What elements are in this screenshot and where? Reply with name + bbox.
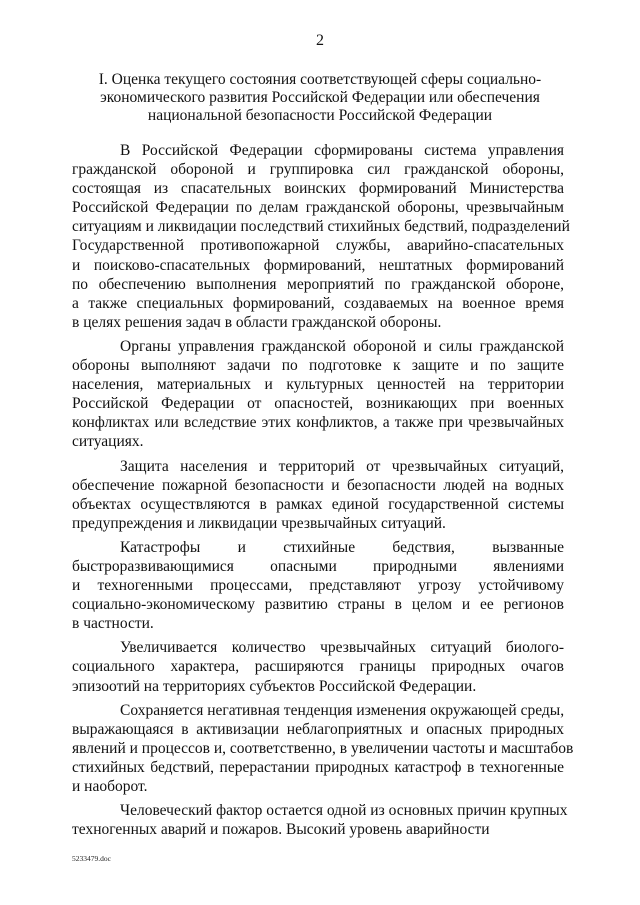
paragraph-line: Сохраняется негативная тенденция изменения окружающей среды,: [120, 701, 565, 719]
paragraph: [72, 538, 564, 633]
paragraph: [72, 638, 564, 695]
paragraph-line: В Российской Федерации сформированы система управления: [120, 142, 564, 159]
heading-line: национальной безопасности Российской Федерации: [147, 107, 493, 124]
paragraph-line: населения, материальных и культурных ценностей на территории: [72, 376, 564, 394]
paragraph-line: Органы управления гражданской обороной и силы гражданской: [120, 337, 564, 355]
page-number: 2: [316, 32, 324, 49]
paragraph-line: Защита населения и территорий от чрезвычайных ситуаций,: [120, 457, 564, 475]
paragraph-line: социально-экономическому развитию страны в целом и ее регионов: [72, 596, 564, 614]
heading-line: I. Оценка текущего состояния соответствующей сферы социально-: [98, 71, 542, 88]
heading-line: экономического развития Российской Федерации или обеспечения: [100, 89, 540, 106]
paragraph-line: гражданской обороной и группировка сил гражданской обороны,: [72, 161, 564, 179]
paragraph: [72, 141, 570, 332]
paragraph-line: предупреждения и ликвидации чрезвычайных ситуаций.: [72, 514, 446, 532]
paragraph-line: обороны выполняют задачи по подготовке к защите и по защите: [72, 357, 564, 375]
paragraph-line: Человеческий фактор остается одной из основных причин крупных: [120, 802, 568, 820]
paragraph-line: в частности.: [72, 615, 154, 633]
paragraph-line: стихийных бедствий, перерастании природных катастроф в техногенные: [72, 758, 564, 776]
paragraph-line: Государственной противопожарной службы, аварийно-спасательных: [72, 237, 564, 255]
paragraph-line: Увеличивается количество чрезвычайных ситуаций биолого-: [120, 639, 564, 657]
paragraph: [72, 801, 568, 839]
section-heading: [80, 71, 560, 125]
paragraph-line: Российской Федерации от опасностей, возникающих при военных: [72, 395, 564, 413]
paragraph-line: выражающаяся в активизации неблагоприятных и опасных природных: [72, 720, 564, 738]
paragraph-line: быстроразвивающимися опасными природными явлениями: [72, 557, 564, 575]
paragraph-line: конфликтах или вследствие этих конфликтов, а также при чрезвычайных: [72, 414, 564, 432]
paragraph-line: социального характера, расширяются границы природных очагов: [72, 658, 564, 676]
paragraph-line: ситуациях.: [72, 433, 144, 451]
paragraph-line: явлений и процессов и, соответственно, в увеличении частоты и масштабов: [72, 739, 574, 757]
paragraph-line: состоящая из спасательных воинских формирований Министерства: [72, 180, 564, 198]
paragraph-line: по обеспечению выполнения мероприятий по гражданской обороне,: [72, 275, 564, 293]
paragraph: [72, 701, 574, 796]
paragraph-line: объектах осуществляются в рамках единой государственной системы: [72, 495, 564, 513]
paragraph: [72, 337, 564, 452]
paragraph-line: и наоборот.: [72, 778, 148, 795]
document-body: [72, 141, 574, 844]
paragraph-line: Российской Федерации по делам гражданской обороны, чрезвычайным: [72, 199, 564, 217]
paragraph-line: ситуациям и ликвидации последствий стихийных бедствий, подразделений: [72, 218, 570, 236]
file-reference: 5233479.doc: [72, 854, 111, 863]
paragraph-line: Катастрофы и стихийные бедствия, вызванные: [120, 538, 564, 556]
paragraph-line: эпизоотий на территориях субъектов Российской Федерации.: [72, 677, 477, 695]
paragraph-line: обеспечение пожарной безопасности и безопасности людей на водных: [72, 476, 564, 494]
paragraph-line: в целях решения задач в области гражданской обороны.: [72, 313, 442, 331]
paragraph-line: и поисково-спасательных формирований, нештатных формирований: [72, 256, 564, 274]
paragraph-line: техногенных аварий и пожаров. Высокий уровень аварийности: [72, 821, 490, 839]
paragraph-line: а также специальных формирований, создаваемых на военное время: [72, 294, 564, 312]
paragraph-line: и техногенными процессами, представляют угрозу устойчивому: [72, 577, 564, 595]
paragraph: [72, 457, 564, 533]
